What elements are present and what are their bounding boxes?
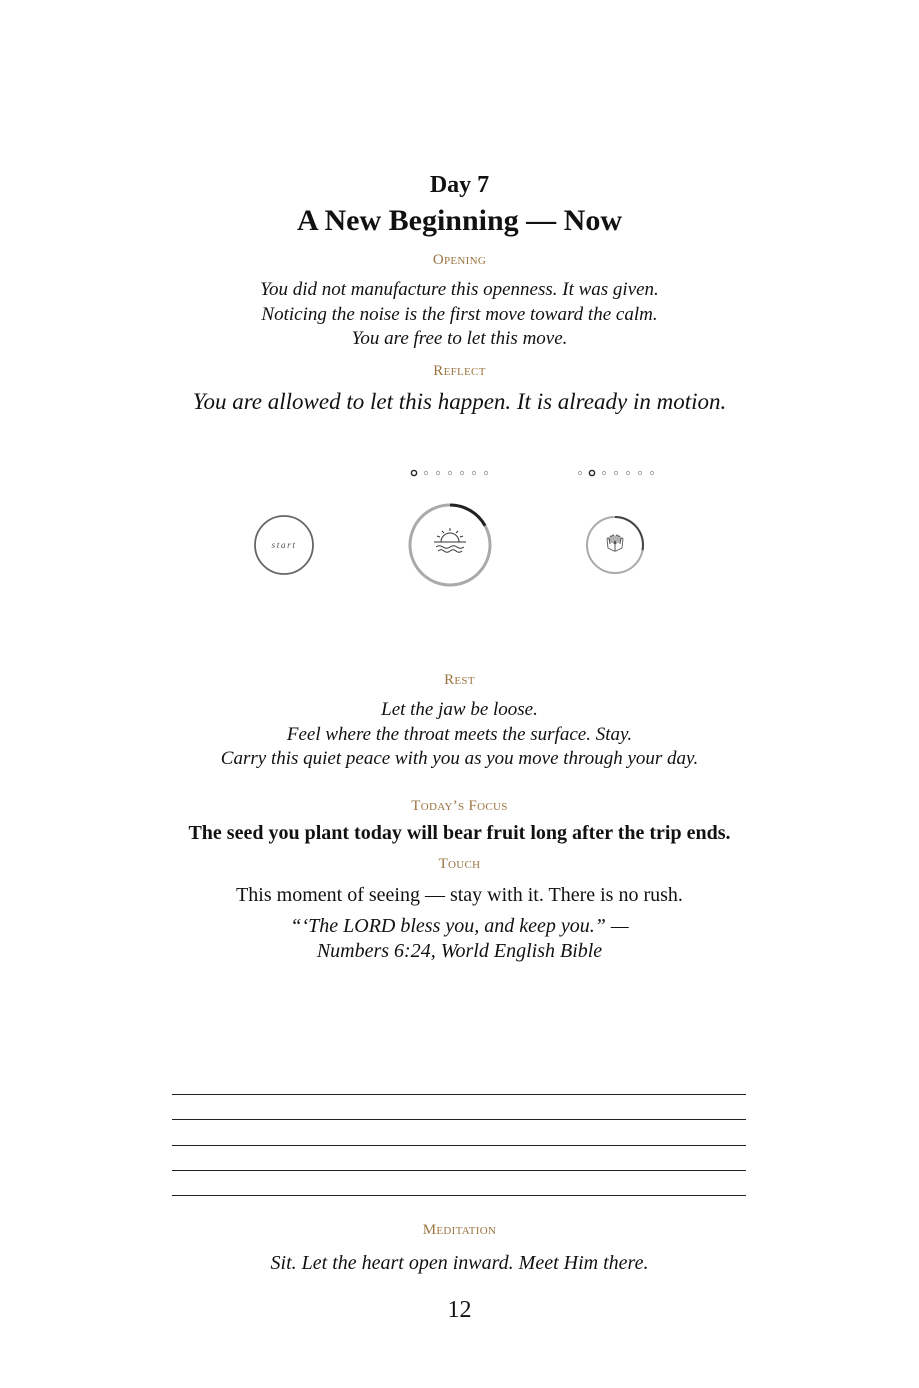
scripture-quote [0, 914, 919, 964]
scripture-text: “‘The LORD bless you, and keep you.” — [290, 915, 629, 937]
journal-line[interactable] [172, 1170, 746, 1171]
touch-text: This moment of seeing — stay with it. There is no rush. [236, 884, 683, 906]
reflect-label: Reflect [433, 363, 486, 379]
focus-text: The seed you plant today will bear fruit long after the trip ends. [188, 822, 731, 844]
start-button[interactable] [255, 516, 313, 574]
rest-label: Rest [444, 672, 475, 688]
step-dot [436, 471, 439, 474]
rest-line: Feel where the throat meets the surface. Stay. [286, 723, 633, 745]
meditation-label: Meditation [422, 1222, 497, 1238]
center-step-dots [411, 470, 487, 475]
opening-text [0, 278, 919, 352]
journal-lines[interactable] [172, 1094, 746, 1220]
scripture-reference: Numbers 6:24, World English Bible [316, 940, 603, 962]
right-step-dots [578, 470, 653, 475]
step-dot [626, 471, 629, 474]
focus-label: Today’s Focus [411, 798, 508, 814]
step-dot [578, 471, 581, 474]
rest-line: Carry this quiet peace with you as you move through your day. [220, 748, 699, 769]
step-dot [602, 471, 605, 474]
open-hands-icon [607, 535, 623, 551]
step-dot [650, 471, 653, 474]
step-dot [460, 471, 463, 474]
opening-line: You did not manufacture this openness. It was given. [260, 279, 659, 300]
step-dot-active [411, 470, 416, 475]
rest-text [0, 698, 919, 772]
step-dot [638, 471, 641, 474]
opening-label: Opening [432, 252, 487, 268]
step-dot-active [589, 470, 594, 475]
opening-line: You are free to let this move. [351, 328, 568, 349]
reflect-text: You are allowed to let this happen. It is already in motion. [192, 389, 727, 414]
day-number: Day 7 [429, 172, 490, 198]
journal-line[interactable] [172, 1094, 746, 1095]
start-button-label: start [271, 541, 297, 551]
center-timer-button[interactable] [410, 505, 490, 585]
step-dot [614, 471, 617, 474]
step-dot [472, 471, 475, 474]
journal-line[interactable] [172, 1145, 746, 1146]
practice-controls [0, 455, 919, 595]
opening-line: Noticing the noise is the first move toward the calm. [261, 303, 658, 325]
journal-line[interactable] [172, 1195, 746, 1196]
right-timer-button[interactable] [587, 517, 643, 573]
touch-label: Touch [438, 856, 481, 872]
sunrise-icon [434, 528, 466, 552]
right-timer-progress [615, 517, 643, 550]
page-title: A New Beginning — Now [296, 204, 623, 237]
journal-line[interactable] [172, 1119, 746, 1120]
meditation-text: Sit. Let the heart open inward. Meet Him there. [270, 1252, 649, 1274]
step-dot [448, 471, 451, 474]
center-timer-progress [450, 505, 485, 526]
page-number: 12 [447, 1297, 472, 1323]
step-dot [484, 471, 487, 474]
rest-line: Let the jaw be loose. [381, 699, 538, 720]
step-dot [424, 471, 427, 474]
